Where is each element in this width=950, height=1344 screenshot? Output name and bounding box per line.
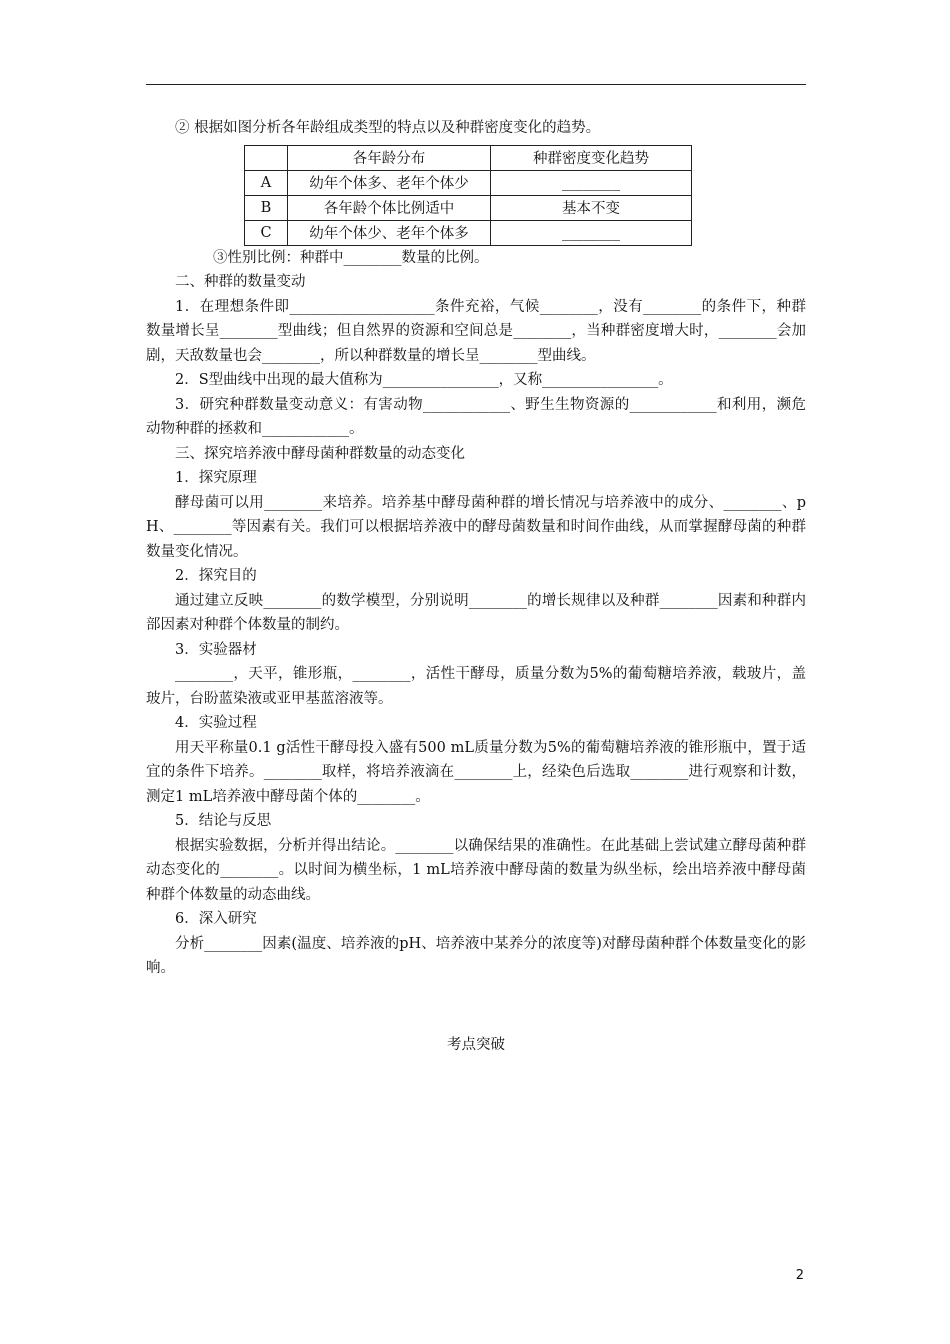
paragraph: 根据实验数据，分析并得出结论。________以确保结果的准确性。在此基础上尝试建立酵母菌种群动态变化的________。以时间为横坐标，1 mL培养液中酵母菌的数量为纵坐标，绘出培养液中酵母菌种群个体数量的动态曲线。 (146, 837, 806, 903)
subsection-heading: 5．结论与反思 (175, 813, 272, 829)
subsection-heading: 1．探究原理 (175, 470, 257, 486)
table-cell: ________ (491, 170, 692, 195)
table-cell: 幼年个体多、老年个体少 (288, 170, 491, 195)
table-cell: 各年龄个体比例适中 (288, 195, 491, 220)
paragraph: 3．研究种群数量变动意义：有害动物____________、野生生物资源的____________和利用，濒危动物种群的拯救和____________。 (146, 396, 806, 437)
subsection-heading: 2．探究目的 (175, 568, 257, 584)
table-cell: C (245, 220, 288, 245)
paragraph: 通过建立反映________的数学模型，分别说明________的增长规律以及种群________因素和种群内部因素对种群个体数量的制约。 (146, 592, 806, 633)
table-header-cell: 种群密度变化趋势 (491, 145, 692, 170)
table-cell: 幼年个体少、老年个体多 (288, 220, 491, 245)
table-header-cell (245, 145, 288, 170)
page-number: 2 (795, 1268, 804, 1283)
header-rule (146, 84, 806, 85)
table-cell: ________ (491, 220, 692, 245)
section-heading: 三、探究培养液中酵母菌种群数量的动态变化 (175, 445, 465, 462)
section-title: 考点突破 (447, 1036, 505, 1053)
subsection-heading: 6．深入研究 (175, 911, 257, 927)
table-header-cell: 各年龄分布 (288, 145, 491, 170)
paragraph: 用天平称量0.1 g活性干酵母投入盛有500 mL质量分数为5%的葡萄糖培养液的锥形瓶中，置于适宜的条件下培养。________取样，将培养液滴在________上，经染色后选取________进行观察和计数，测定1 mL培养液中酵母菌个体的________。 (146, 739, 806, 805)
intro-line: ② 根据如图分析各年龄组成类型的特点以及种群密度变化的趋势。 (175, 120, 601, 136)
paragraph: 2．S型曲线中出现的最大值称为________________，又称________________。 (175, 372, 673, 388)
page-content (146, 116, 806, 1057)
paragraph: ________，天平，锥形瓶，________，活性干酵母，质量分数为5%的葡萄糖培养液，载玻片，盖玻片，台盼蓝染液或亚甲基蓝溶液等。 (146, 666, 806, 707)
table-cell: A (245, 170, 288, 195)
table-row (245, 170, 692, 195)
sex-ratio-line: ③性别比例：种群中________数量的比例。 (213, 249, 489, 266)
subsection-heading: 4．实验过程 (175, 715, 257, 731)
paragraph: 1．在理想条件即____________________条件充裕，气候________，没有________的条件下，种群数量增长呈________型曲线；但自然界的资源和空间总是________，当种群密度增大时，________会加剧，天敌数量也会________，所以种群数量的增长呈________型曲线。 (146, 298, 806, 364)
table-cell: 基本不变 (491, 195, 692, 220)
section-heading: 二、种群的数量变动 (175, 274, 306, 290)
table-row (245, 220, 692, 245)
table-cell: B (245, 195, 288, 220)
subsection-heading: 3．实验器材 (175, 641, 257, 658)
paragraph: 酵母菌可以用________来培养。培养基中酵母菌种群的增长情况与培养液中的成分、________、pH、________等因素有关。我们可以根据培养液中的酵母菌数量和时间作曲线，从而掌握酵母菌的种群数量变化情况。 (146, 494, 806, 560)
age-structure-table (244, 145, 692, 246)
table-header-row (245, 145, 692, 170)
paragraph: 分析________因素(温度、培养液的pH、培养液中某养分的浓度等)对酵母菌种群个体数量变化的影响。 (146, 935, 806, 976)
table-row (245, 195, 692, 220)
